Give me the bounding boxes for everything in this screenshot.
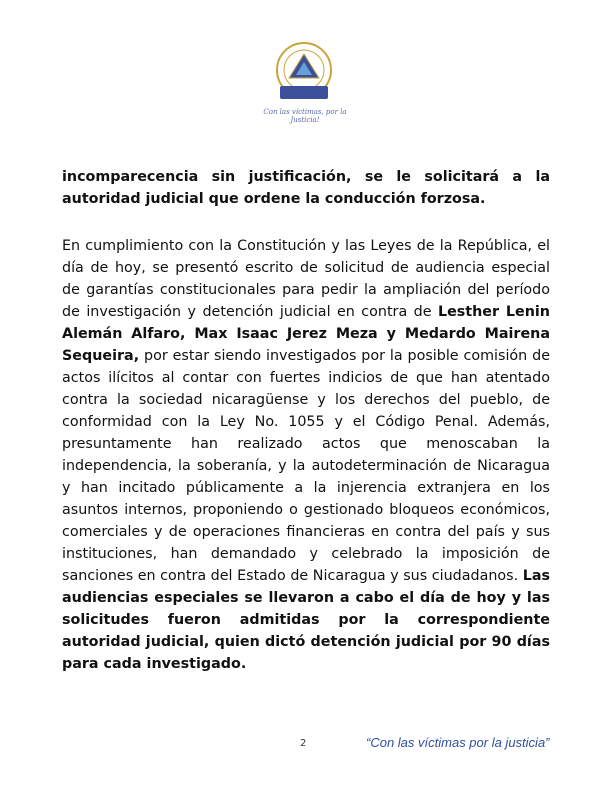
paragraph-conduction: incomparecencia sin justificación, se le solicitará a la autoridad judicial que ordene la conducción forzosa.: [62, 169, 550, 207]
header-motto: Con las víctimas, por la Justicia!: [263, 108, 347, 124]
paragraph-main-intro: En cumplimiento con la Constitución y las Leyes de la República, el día de hoy, se presentó escrito de solicitud de audiencia especial de garantías constitucionales para pedir la ampliación del período de investigación y detención judicial en contra de: [62, 238, 550, 320]
paragraph-main-body: por estar siendo investigados por la posible comisión de actos ilícitos al contar con fuertes indicios de que han atentado contra la sociedad nicaragüense y los derechos del pueblo, de conformidad con la Ley No. 1055 y el Código Penal. Además, presuntamente han realizado actos que menoscaban la independencia, la soberanía, y la autodeterminación de Nicaragua y han incitado públicamente a la injerencia extranjera en los asuntos internos, proponiendo o gestionado bloqueos económicos, comerciales y de operaciones financieras en contra del país y sus instituciones, han demandado y celebrado la imposición de sanciones en contra del Estado de Nicaragua y sus ciudadanos.: [62, 348, 550, 584]
paragraph-main-conclusion: Las audiencias especiales se llevaron a cabo el día de hoy y las solicitudes fueron admitidas por la correspondiente autoridad judicial, quien dictó detención judicial por 90 días para cada investigado.: [62, 568, 550, 672]
page-number: 2: [300, 738, 307, 749]
coat-of-arms-seal-icon: [272, 40, 336, 104]
footer-motto: “Con las víctimas por la justicia”: [366, 735, 550, 750]
accused-names: Lesther Lenin Alemán Alfaro, Max Isaac Jerez Meza y Medardo Mairena Sequeira,: [62, 304, 550, 364]
paragraph-main: [62, 235, 550, 675]
ministerio-publico-logo: [250, 40, 360, 125]
